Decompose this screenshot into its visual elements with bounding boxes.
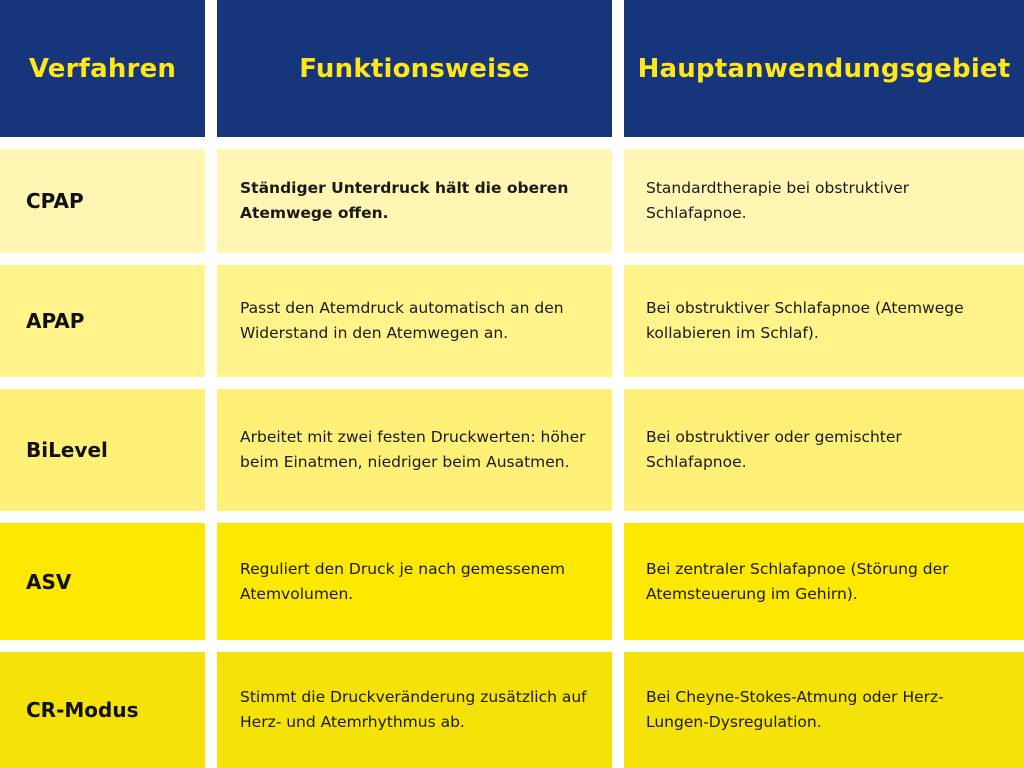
header-cell-hauptanwendungsgebiet [624, 0, 1024, 137]
row-cr-modus-funktionsweise: Stimmt die Druckveränderung zusätzlich auf Herz- und Atemrhythmus ab. [217, 652, 612, 768]
row-asv-anwendung: Bei zentraler Schlafapnoe (Störung der Atemsteuerung im Gehirn). [624, 523, 1024, 640]
row-cr-modus-anwendung: Bei Cheyne-Stokes-Atmung oder Herz-Lungen-Dysregulation. [624, 652, 1024, 768]
row-bilevel-verfahren: BiLevel [0, 389, 205, 511]
row-apap-anwendung: Bei obstruktiver Schlafapnoe (Atemwege kollabieren im Schlaf). [624, 265, 1024, 377]
header-label-funktionsweise: Funktionsweise [299, 53, 530, 84]
row-cpap-anwendung: Standardtherapie bei obstruktiver Schlafapnoe. [624, 149, 1024, 253]
row-apap-verfahren: APAP [0, 265, 205, 377]
row-asv-funktionsweise: Reguliert den Druck je nach gemessenem Atemvolumen. [217, 523, 612, 640]
header-label-hauptanwendungsgebiet: Hauptanwendungsgebiet [637, 53, 1011, 84]
row-bilevel-funktionsweise: Arbeitet mit zwei festen Druckwerten: höher beim Einatmen, niedriger beim Ausatmen. [217, 389, 612, 511]
header-label-verfahren: Verfahren [28, 53, 177, 84]
header-cell-funktionsweise [217, 0, 612, 137]
header-cell-verfahren [0, 0, 205, 137]
row-bilevel-anwendung: Bei obstruktiver oder gemischter Schlafapnoe. [624, 389, 1024, 511]
row-cr-modus-verfahren: CR-Modus [0, 652, 205, 768]
row-apap-funktionsweise: Passt den Atemdruck automatisch an den Widerstand in den Atemwegen an. [217, 265, 612, 377]
row-cpap-verfahren: CPAP [0, 149, 205, 253]
row-asv-verfahren: ASV [0, 523, 205, 640]
row-cpap-funktionsweise: Ständiger Unterdruck hält die oberen Atemwege offen. [217, 149, 612, 253]
